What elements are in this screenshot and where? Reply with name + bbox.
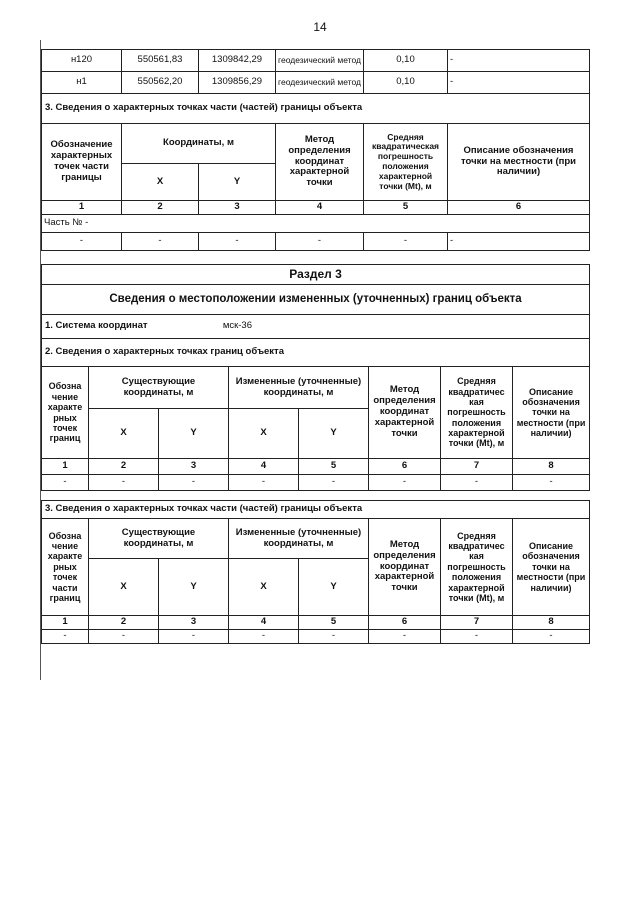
header-point: Обозначение характерных точек части границы xyxy=(42,124,122,201)
column-numbers: 1 2 3 4 5 6 7 8 xyxy=(42,616,590,630)
coord-y: 1309856,29 xyxy=(199,72,276,94)
description: - xyxy=(448,50,590,72)
table-upper xyxy=(41,49,590,251)
header-x: X xyxy=(89,409,159,459)
header-description: Описание обозначения точки на местности (при наличии) xyxy=(448,124,590,201)
header-description: Описание обозначения точки на местности (при наличии) xyxy=(513,519,590,616)
section-title: 3. Сведения о характерных точках части (частей) границы объекта xyxy=(42,94,590,124)
table-row xyxy=(42,50,590,72)
header-y: Y xyxy=(159,409,229,459)
table-section-2 xyxy=(41,338,590,491)
point-id: н1 xyxy=(42,72,122,94)
page-number: 14 xyxy=(313,20,327,34)
left-margin-line xyxy=(40,40,41,680)
razdel-subtitle: Сведения о местоположении измененных (уточненных) границ объекта xyxy=(42,285,590,315)
description: - xyxy=(448,72,590,94)
column-numbers: 1 2 3 4 5 6 7 8 xyxy=(42,459,590,475)
table-row: - - - - - - - - xyxy=(42,630,590,644)
coord-y: 1309842,29 xyxy=(199,50,276,72)
header-accuracy: Средняя квадратичес кая погрешность положения характерной точки (Mt), м xyxy=(441,519,513,616)
table-row: - - - - - - xyxy=(42,233,590,251)
section-title: 3. Сведения о характерных точках части (частей) границы объекта xyxy=(42,501,590,519)
point-id: н120 xyxy=(42,50,122,72)
table-row xyxy=(42,72,590,94)
table-razdel xyxy=(41,264,590,339)
header-changed: Измененные (уточненные) координаты, м xyxy=(229,367,369,409)
coord-system-value: мск-36 xyxy=(222,320,252,332)
header-x: X xyxy=(229,409,299,459)
header-y: Y xyxy=(159,559,229,616)
header-y: Y xyxy=(299,559,369,616)
header-y: Y xyxy=(199,164,276,201)
header-x: X xyxy=(89,559,159,616)
header-existing: Существующие координаты, м xyxy=(89,367,229,409)
section-title: 2. Сведения о характерных точках границ объекта xyxy=(42,339,590,367)
column-numbers: 1 2 3 4 5 6 xyxy=(42,201,590,215)
part-label: Часть № - xyxy=(42,215,590,233)
method: геодезический метод xyxy=(276,50,364,72)
header-accuracy: Средняя квадратичес кая погрешность положения характерной точки (Mt), м xyxy=(441,367,513,459)
table-section-3 xyxy=(41,500,590,644)
header-x: X xyxy=(122,164,199,201)
header-accuracy: Средняя квадратическая погрешность положения характерной точки (Mt), м xyxy=(364,124,448,201)
coord-x: 550561,83 xyxy=(122,50,199,72)
razdel-title: Раздел 3 xyxy=(42,265,590,285)
accuracy: 0,10 xyxy=(364,50,448,72)
header-point: Обозна чение характе рных точек границ xyxy=(42,367,89,459)
method: геодезический метод xyxy=(276,72,364,94)
coord-system-label: 1. Система координат xyxy=(45,320,148,332)
header-method: Метод определения координат характерной точки xyxy=(276,124,364,201)
coord-x: 550562,20 xyxy=(122,72,199,94)
accuracy: 0,10 xyxy=(364,72,448,94)
header-point: Обозна чение характе рных точек части границ xyxy=(42,519,89,616)
table-row: - - - - - - - - xyxy=(42,475,590,491)
header-x: X xyxy=(229,559,299,616)
header-method: Метод определения координат характерной точки xyxy=(369,519,441,616)
header-existing: Существующие координаты, м xyxy=(89,519,229,559)
header-changed: Измененные (уточненные) координаты, м xyxy=(229,519,369,559)
header-coords: Координаты, м xyxy=(122,124,276,164)
header-description: Описание обозначения точки на местности (при наличии) xyxy=(513,367,590,459)
header-method: Метод определения координат характерной точки xyxy=(369,367,441,459)
header-y: Y xyxy=(299,409,369,459)
